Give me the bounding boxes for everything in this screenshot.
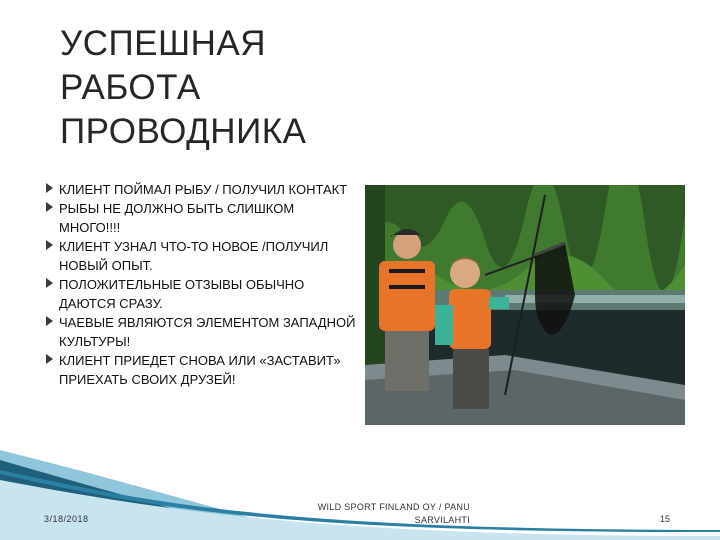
bullet-text: ПОЛОЖИТЕЛЬНЫЕ ОТЗЫВЫ ОБЫЧНО ДАЮТСЯ СРАЗУ. — [59, 277, 305, 311]
bullet-item — [46, 275, 356, 313]
bullet-item — [46, 237, 356, 275]
fishing-photo-illustration — [365, 185, 685, 425]
footer-date: 3/18/2018 — [44, 514, 89, 524]
bullet-arrow-icon — [46, 354, 53, 364]
bullet-arrow-icon — [46, 202, 53, 212]
bullet-text: КЛИЕНТ ПОЙМАЛ РЫБУ / ПОЛУЧИЛ КОНТАКТ — [59, 182, 348, 197]
bullet-text: ЧАЕВЫЕ ЯВЛЯЮТСЯ ЭЛЕМЕНТОМ ЗАПАДНОЙ КУЛЬТУРЫ! — [59, 315, 356, 349]
footer-author-line2: SARVILAHTI — [414, 515, 470, 525]
page-number: 15 — [660, 514, 671, 524]
fishing-photo — [365, 185, 685, 425]
bullet-text: КЛИЕНТ УЗНАЛ ЧТО-ТО НОВОЕ /ПОЛУЧИЛ НОВЫЙ ОПЫТ. — [59, 239, 329, 273]
footer-author-line1: WILD SPORT FINLAND OY / PANU — [317, 502, 470, 512]
bullet-list — [46, 180, 356, 389]
bullet-arrow-icon — [46, 278, 53, 288]
bullet-item — [46, 199, 356, 237]
bullet-arrow-icon — [46, 183, 53, 193]
bullet-item — [46, 351, 356, 389]
bullet-text: РЫБЫ НЕ ДОЛЖНО БЫТЬ СЛИШКОМ МНОГО!!!! — [59, 201, 295, 235]
bullet-item — [46, 180, 356, 199]
bullet-item — [46, 313, 356, 351]
slide-title: УСПЕШНАЯ РАБОТА ПРОВОДНИКА — [60, 24, 307, 151]
bullet-text: КЛИЕНТ ПРИЕДЕТ СНОВА ИЛИ «ЗАСТАВИТ» ПРИЕХАТЬ СВОИХ ДРУЗЕЙ! — [59, 353, 341, 387]
bullet-arrow-icon — [46, 316, 53, 326]
bullet-arrow-icon — [46, 240, 53, 250]
footer-author — [300, 501, 470, 527]
